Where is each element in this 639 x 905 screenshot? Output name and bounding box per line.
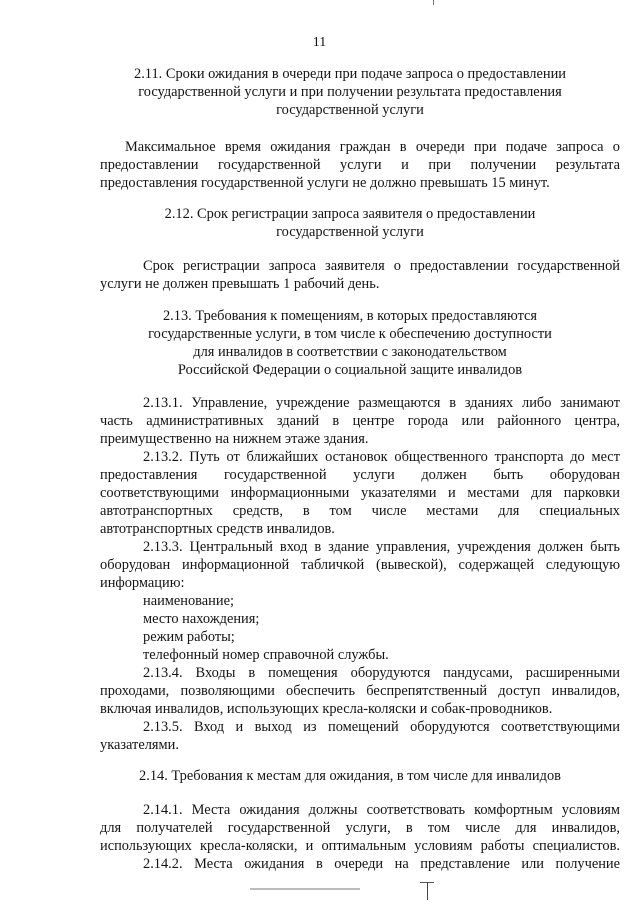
section-2-11-heading-line-3: государственной услуги	[276, 102, 424, 118]
paragraph-2-13-5-line-1: 2.13.5. Вход и выход из помещений оборудуются соответствующими	[143, 719, 620, 735]
scan-artifact-top	[433, 0, 434, 5]
paragraph-2-12-line-2: услуги не должен превышать 1 рабочий день.	[100, 276, 380, 292]
paragraph-2-13-3-line-1: 2.13.3. Центральный вход в здание управления, учреждения должен быть	[143, 539, 620, 555]
paragraph-2-14-1-line-2: для получателей государственной услуги, в том числе для инвалидов,	[100, 820, 620, 836]
section-2-13-heading-line-3: для инвалидов в соответствии с законодательством	[193, 344, 507, 360]
section-2-14-heading: 2.14. Требования к местам для ожидания, в том числе для инвалидов	[139, 768, 561, 784]
paragraph-2-13-2-line-3: соответствующими информационными указателями и местами для парковки	[100, 485, 620, 501]
paragraph-2-12-line-1: Срок регистрации запроса заявителя о предоставлении государственной	[143, 258, 620, 274]
paragraph-2-14-1-line-1: 2.14.1. Места ожидания должны соответствовать комфортным условиям	[143, 802, 620, 818]
section-2-13-heading-line-4: Российской Федерации о социальной защите инвалидов	[177, 362, 523, 378]
paragraph-2-13-1-line-2: часть административных зданий в центре города или районного центра,	[100, 413, 620, 429]
paragraph-2-11-line-3: предоставления государственной услуги не должно превышать 15 минут.	[100, 175, 550, 191]
paragraph-2-13-2-line-5: автотранспортных средств инвалидов.	[100, 521, 335, 537]
paragraph-2-13-2-line-2: предоставления государственной услуги должен быть оборудован	[100, 467, 620, 483]
section-2-13-heading-line-1: 2.13. Требования к помещениям, в которых предоставляются	[162, 308, 538, 324]
paragraph-2-11-line-1: Максимальное время ожидания граждан в очереди при подаче запроса о	[125, 139, 620, 155]
paragraph-2-13-1-line-1: 2.13.1. Управление, учреждение размещаются в зданиях либо занимают	[143, 395, 620, 411]
section-2-11-heading-line-2: государственной услуги и при получении результата предоставления	[138, 84, 562, 100]
paragraph-2-13-3-line-2: оборудован информационной табличкой (вывеской), содержащей следующую	[100, 557, 620, 573]
list-item-location: место нахождения;	[143, 611, 260, 627]
section-2-12-heading-line-2: государственной услуги	[276, 224, 424, 240]
list-item-phone: телефонный номер справочной службы.	[143, 647, 389, 663]
paragraph-2-13-5-line-2: указателями.	[100, 737, 179, 753]
section-2-13-heading-line-2: государственные услуги, в том числе к обеспечению доступности	[148, 326, 552, 342]
list-item-name: наименование;	[143, 593, 234, 609]
section-2-12-heading-line-1: 2.12. Срок регистрации запроса заявителя о предоставлении	[164, 206, 536, 222]
paragraph-2-13-4-line-3: включая инвалидов, использующих кресла-коляски и собак-проводников.	[100, 701, 553, 717]
paragraph-2-13-2-line-1: 2.13.2. Путь от ближайших остановок общественного транспорта до мест	[143, 449, 620, 465]
list-item-hours: режим работы;	[143, 629, 235, 645]
paragraph-2-13-2-line-4: автотранспортных средств, в том числе местами для специальных	[100, 503, 620, 519]
section-2-11-heading-line-1: 2.11. Сроки ожидания в очереди при подаче запроса о предоставлении	[134, 66, 566, 82]
paragraph-2-13-4-line-1: 2.13.4. Входы в помещения оборудуются пандусами, расширенными	[143, 665, 620, 681]
scan-artifact-bottom	[427, 882, 428, 900]
scan-artifact-bar	[250, 888, 360, 890]
paragraph-2-11-line-2: предоставлении государственной услуги и при получении результата	[100, 157, 620, 173]
paragraph-2-13-4-line-2: проходами, позволяющими обеспечить беспрепятственный доступ инвалидов,	[100, 683, 620, 699]
paragraph-2-13-3-line-3: информацию:	[100, 575, 185, 591]
paragraph-2-13-1-line-3: преимущественно на нижнем этаже здания.	[100, 431, 369, 447]
page-number: 11	[312, 35, 327, 50]
paragraph-2-14-1-line-3: использующих кресла-коляски, и оптимальным условиям работы специалистов.	[100, 838, 620, 854]
paragraph-2-14-2-line-1: 2.14.2. Места ожидания в очереди на представление или получение	[143, 856, 620, 872]
